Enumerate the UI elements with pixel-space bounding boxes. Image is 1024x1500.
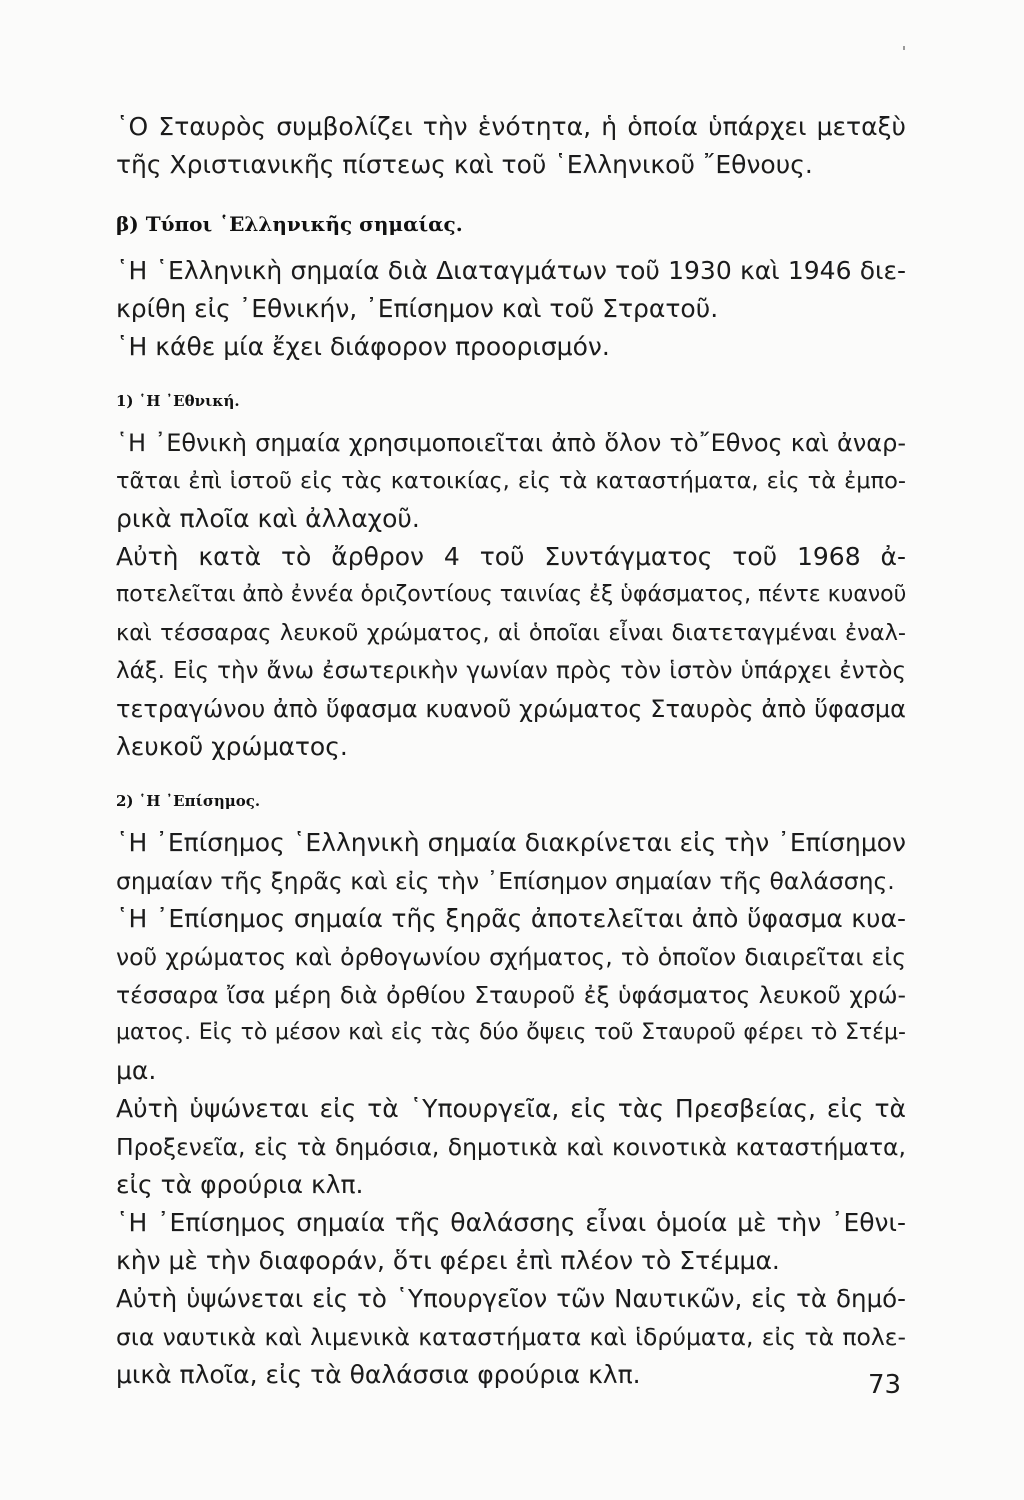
text-line: ῾Η ᾿Επίσημος σημαία τῆς ξηρᾶς ἀποτελεῖται ἀπὸ ὕφασμα κυα- <box>116 904 906 933</box>
text-line: σια ναυτικὰ καὶ λιμενικὰ καταστήματα καὶ ἱδρύματα, εἰς τὰ πολε- <box>116 1323 906 1351</box>
text-line: σημαίαν τῆς ξηρᾶς καὶ εἰς τὴν ᾿Επίσημον σημαίαν τῆς θαλάσσης. <box>116 867 895 895</box>
official-paragraph-2 <box>116 900 906 1090</box>
section-b-paragraph <box>116 252 906 366</box>
official-paragraph-1 <box>116 824 906 900</box>
subheading-national-flag: 1) ῾Η ᾿Εθνική. <box>116 392 240 410</box>
subheading-official-flag: 2) ῾Η ᾿Επίσημος. <box>116 792 261 810</box>
official-paragraph-4 <box>116 1204 906 1280</box>
text-line: μα. <box>116 1056 157 1085</box>
official-paragraph-5 <box>116 1280 906 1394</box>
section-heading-flag-types: β) Τύποι ῾Ελληνικῆς σημαίας. <box>116 212 463 236</box>
text-line: ῾Η ᾿Επίσημος σημαία τῆς θαλάσσης εἶναι ὁμοία μὲ τὴν ᾿Εθνι- <box>116 1208 906 1237</box>
text-line: τέσσαρα ἴσα μέρη διὰ ὀρθίου Σταυροῦ ἐξ ὑφάσματος λευκοῦ χρώ- <box>116 981 906 1009</box>
text-line: τᾶται ἐπὶ ἱστοῦ εἰς τὰς κατοικίας, εἰς τὰ καταστήματα, εἰς τὰ ἐμπο- <box>116 468 906 494</box>
text-line: ρικὰ πλοῖα καὶ ἀλλαχοῦ. <box>116 504 420 533</box>
text-line: κὴν μὲ τὴν διαφοράν, ὅτι φέρει ἐπὶ πλέον τὸ Στέμμα. <box>116 1246 780 1275</box>
text-line: ῾Ο Σταυρὸς συμβολίζει τὴν ἑνότητα, ἡ ὁποία ὑπάρχει μεταξὺ <box>116 112 906 141</box>
text-line: ῾Η ῾Ελληνικὴ σημαία διὰ Διαταγμάτων τοῦ 1930 καὶ 1946 διε- <box>116 256 906 285</box>
text-line: Αὐτὴ ὑψώνεται εἰς τὰ ῾Υπουργεῖα, εἰς τὰς Πρεσβείας, εἰς τὰ <box>116 1094 906 1123</box>
text-line: λάξ. Εἰς τὴν ἄνω ἐσωτερικὴν γωνίαν πρὸς τὸν ἱστὸν ὑπάρχει ἐντὸς <box>116 658 906 684</box>
text-line: ποτελεῖται ἀπὸ ἐννέα ὁριζοντίους ταινίας ἐξ ὑφάσματος, πέντε κυανοῦ <box>116 582 907 607</box>
text-line: τῆς Χριστιανικῆς πίστεως καὶ τοῦ ῾Ελληνικοῦ ῎Εθνους. <box>116 150 813 179</box>
text-line: λευκοῦ χρώματος. <box>116 732 348 761</box>
text-line: Αὐτὴ ὑψώνεται εἰς τὸ ῾Υπουργεῖον τῶν Ναυτικῶν, εἰς τὰ δημό- <box>116 1284 906 1313</box>
text-line: μικὰ πλοῖα, εἰς τὰ θαλάσσια φρούρια κλπ. <box>116 1360 641 1389</box>
text-line: Προξενεῖα, εἰς τὰ δημόσια, δημοτικὰ καὶ κοινοτικὰ καταστήματα, <box>116 1133 906 1161</box>
text-line: Αὐτὴ κατὰ τὸ ἄρθρον 4 τοῦ Συντάγματος τοῦ 1968 ἀ- <box>116 542 906 571</box>
text-line: καὶ τέσσαρας λευκοῦ χρώματος, αἱ ὁποῖαι εἶναι διατεταγμέναι ἐναλ- <box>116 620 906 646</box>
text-line: νοῦ χρώματος καὶ ὀρθογωνίου σχήματος, τὸ ὁποῖον διαιρεῖται εἰς <box>116 943 906 971</box>
text-column <box>116 108 906 1394</box>
text-line: κρίθη εἰς ᾿Εθνικήν, ᾿Επίσημον καὶ τοῦ Στρατοῦ. <box>116 294 719 323</box>
text-line: ῾Η κάθε μία ἔχει διάφορον προορισμόν. <box>116 332 610 361</box>
intro-paragraph <box>116 108 906 184</box>
national-paragraph-1 <box>116 424 906 538</box>
text-line: ῾Η ᾿Εθνικὴ σημαία χρησιμοποιεῖται ἀπὸ ὅλον τὸ῎Εθνος καὶ ἀναρ- <box>116 429 906 457</box>
national-paragraph-2 <box>116 538 906 766</box>
text-line: ματος. Εἰς τὸ μέσον καὶ εἰς τὰς δύο ὄψεις τοῦ Σταυροῦ φέρει τὸ Στέμ- <box>116 1020 906 1045</box>
paper-speck <box>903 46 905 50</box>
official-paragraph-3 <box>116 1090 906 1204</box>
text-line: τετραγώνου ἀπὸ ὕφασμα κυανοῦ χρώματος Σταυρὸς ἀπὸ ὕφασμα <box>116 695 906 723</box>
page-number: 73 <box>868 1370 902 1400</box>
text-line: εἰς τὰ φρούρια κλπ. <box>116 1170 364 1199</box>
text-line: ῾Η ᾿Επίσημος ῾Ελληνικὴ σημαία διακρίνεται εἰς τὴν ᾿Επίσημον <box>116 828 906 857</box>
